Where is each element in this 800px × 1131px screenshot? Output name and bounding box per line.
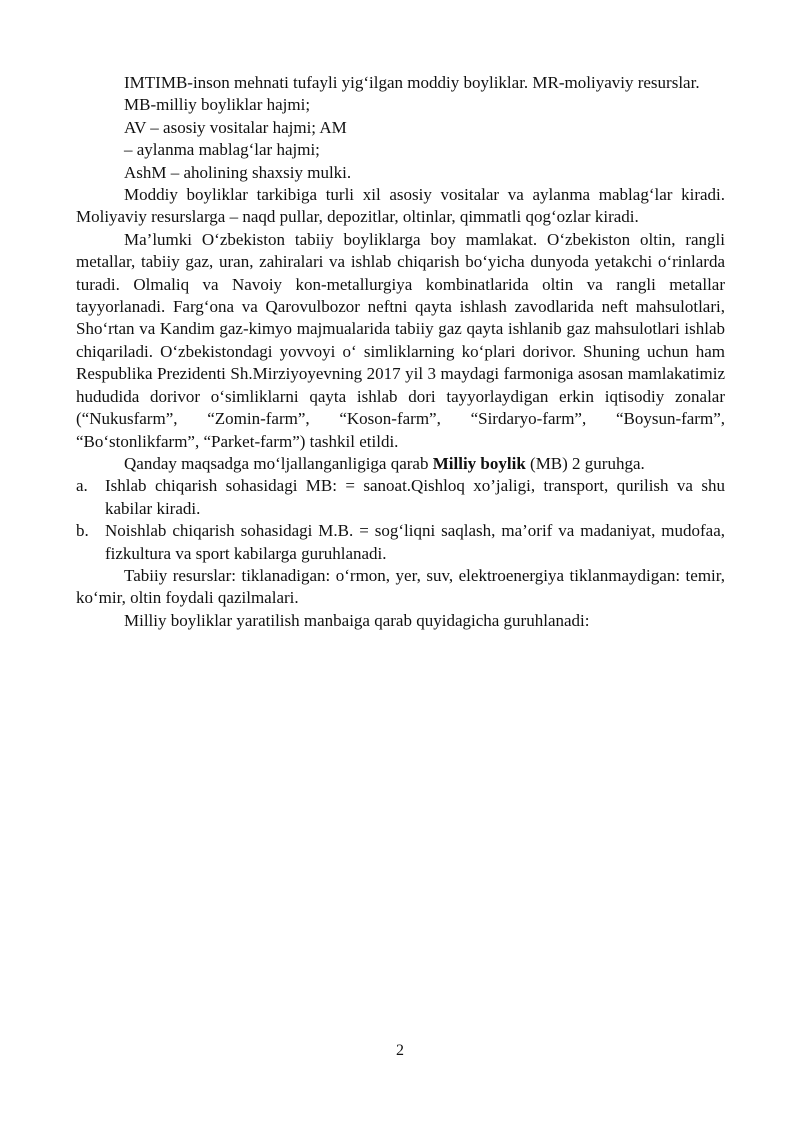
list-item [76, 475, 725, 520]
list-item [76, 520, 725, 565]
paragraph-ashm-definition: AshM – aholining shaxsiy mulki. [124, 162, 352, 182]
paragraph-am-definition: – aylanma mablag‘lar hajmi; [124, 140, 320, 160]
document-page [76, 72, 725, 632]
paragraph-av-definition: AV – asosiy vositalar hajmi; AM [124, 117, 347, 137]
bold-term: Milliy boylik [432, 453, 526, 473]
paragraph-text: Qanday maqsadga mo‘ljallanganligiga qarab [124, 453, 433, 473]
paragraph-natural-resources: Tabiiy resurslar: tiklanadigan: o‘rmon, yer, suv, elektroenergiya tiklanmaydigan: temir, ko‘mir, oltin foydali qazilmalari. [76, 565, 725, 608]
paragraph-grouping-intro: Milliy boyliklar yaratilish manbaiga qarab quyidagicha guruhlanadi: [124, 610, 590, 630]
page-number: 2 [396, 1042, 404, 1059]
paragraph-uzbekistan-resources: Ma’lumki O‘zbekiston tabiiy boyliklarga boy mamlakat. O‘zbekiston oltin, rangli metallar, tabiiy gaz, uran, zahiralari va ishlab chiqarish bo‘yicha dunyoda yetakchi o‘rinlarda turadi. Olmaliq va Navoiy kon-metallurgiya kombinatlarida oltin va rangli metallar tayyorlanadi. Farg‘ona va Qarovulbozor neftni qayta ishlash zavodlarida neft mahsulotlari, Sho‘rtan va Kandim gaz-kimyo majmualarida tabiiy gaz qayta ishlanib gaz mahsulotlari ishlab chiqariladi. O‘zbekistondagi yovvoyi o‘ simliklarning ko‘plari dorivor. Shuning uchun ham Respublika Prezidenti Sh.Mirziyoyevning 2017 yil 3 maydagi farmoniga asosan mamlakatimiz hududida dorivor o‘simliklarni qayta ishlab dori tayyorlaydigan erkin iqtisodiy zonalar (“Nukusfarm”, “Zomin-farm”, “Koson-farm”, “Sirdaryo-farm”, “Boysun-farm”, “Bo‘stonlikfarm”, “Parket-farm”) tashkil etildi. [76, 229, 725, 451]
group-list [76, 475, 725, 565]
list-item-text: Noishlab chiqarish sohasidagi M.B. = sog‘liqni saqlash, ma’orif va madaniyat, mudofaa, fizkultura va sport kabilarga guruhlanadi. [105, 521, 725, 563]
paragraph-milliy-boylik-groups [76, 453, 725, 475]
list-marker: a. [76, 476, 88, 496]
list-marker: b. [76, 521, 89, 541]
paragraph-moddiy-boyliklar: Moddiy boyliklar tarkibiga turli xil asosiy vositalar va aylanma mablag‘lar kiradi. Moliyaviy resurslarga – naqd pullar, depozitlar, oltinlar, qimmatli qog‘ozlar kiradi. [76, 185, 725, 227]
paragraph-mb-definition: MB-milliy boyliklar hajmi; [124, 95, 311, 115]
paragraph-imtimb: IMTIMB-inson mehnati tufayli yig‘ilgan moddiy boyliklar. MR-moliyaviy resurslar. [124, 73, 700, 92]
list-item-text: Ishlab chiqarish sohasidagi MB: = sanoat.Qishloq xo’jaligi, transport, qurilish va shu kabilar kiradi. [105, 476, 725, 518]
paragraph-text: (MB) 2 guruhga. [525, 453, 645, 473]
